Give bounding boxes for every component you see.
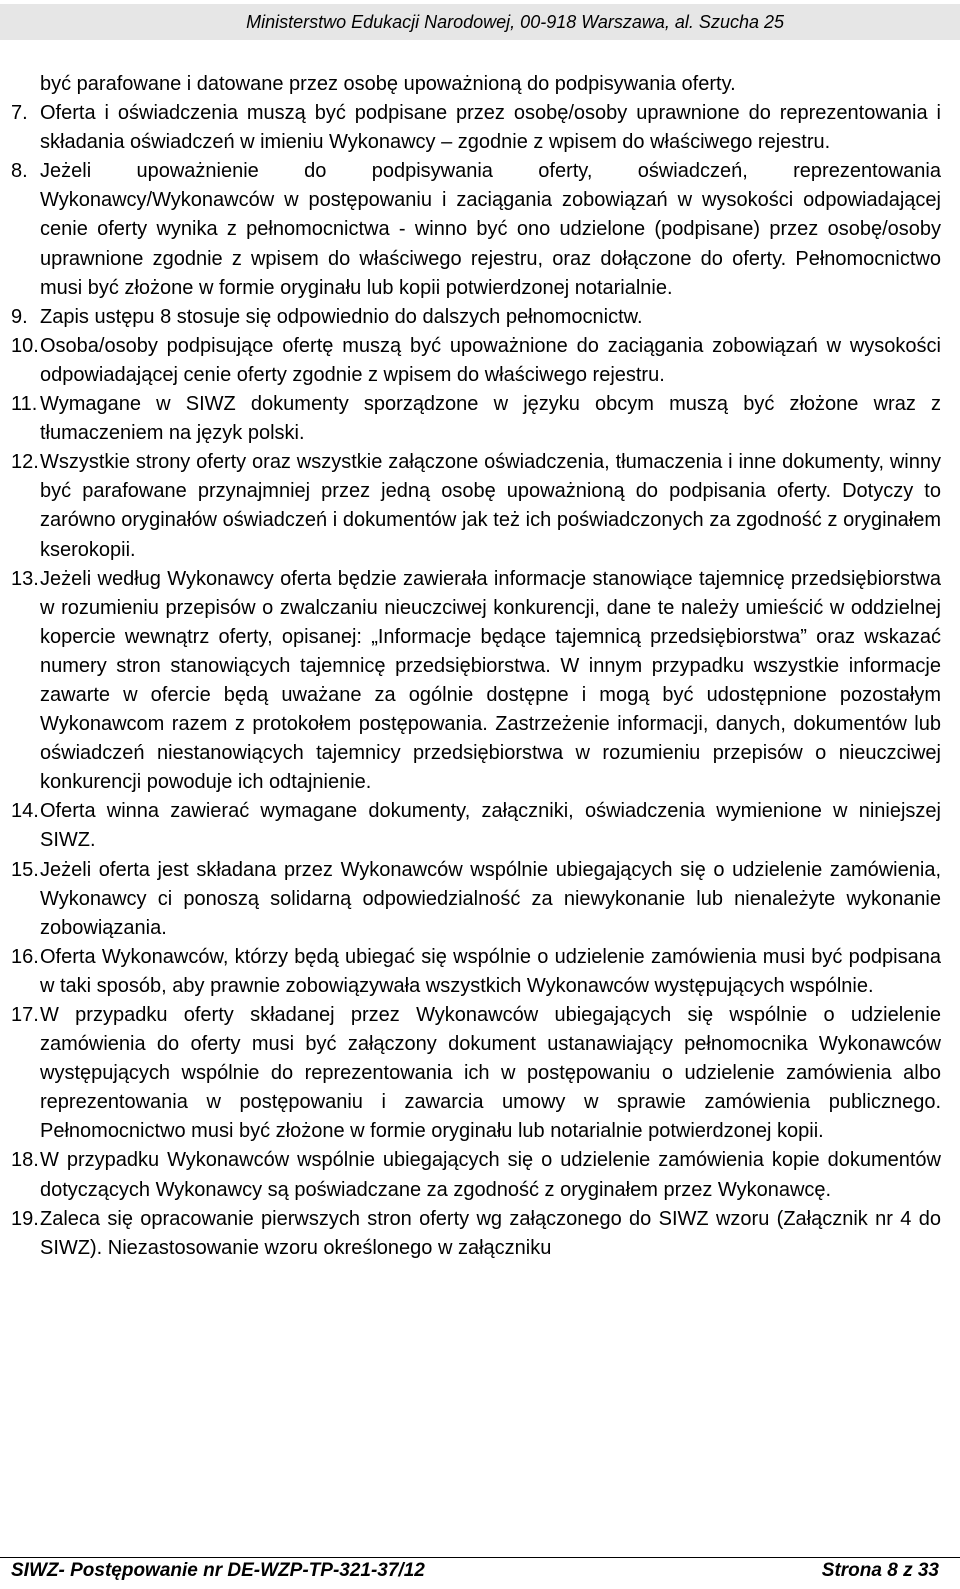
list-item-8 xyxy=(11,157,941,302)
list-item-12 xyxy=(11,448,941,564)
footer-reference: SIWZ- Postępowanie nr DE-WZP-TP-321-37/12 xyxy=(11,1560,425,1581)
item-text: Zapis ustępu 8 stosuje się odpowiednio do dalszych pełnomocnictw. xyxy=(40,305,643,328)
item-text: Jeżeli oferta jest składana przez Wykonawców wspólnie ubiegających się o udzielenie zamówienia, Wykonawcy ci ponoszą solidarną odpowiedzialność za niewykonanie lub nienależyte wykonanie zobowiązania. xyxy=(40,858,941,939)
item-number: 15. xyxy=(11,858,39,881)
list-item-9 xyxy=(11,303,941,332)
document-body xyxy=(11,70,941,1263)
list-item-11 xyxy=(11,390,941,448)
item-number: 12. xyxy=(11,451,39,474)
continuation-paragraph: być parafowane i datowane przez osobę upoważnioną do podpisywania oferty. xyxy=(40,73,736,95)
list-item-14 xyxy=(11,797,941,855)
list-item-13 xyxy=(11,565,941,798)
item-text: Wymagane w SIWZ dokumenty sporządzone w języku obcym muszą być złożone wraz z tłumaczeniem na język polski. xyxy=(40,393,941,445)
list-item-10 xyxy=(11,332,941,390)
item-text: Jeżeli upoważnienie do podpisywania oferty, oświadczeń, reprezentowania Wykonawcy/Wykonawców w postępowaniu i zaciągania zobowiązań w wysokości odpowiadającej cenie oferty wynika z pełnomocnictwa - winno być ono udzielone (podpisane) przez osobę/osoby uprawnione zgodnie z wpisem do właściwego rejestru, oraz dołączone do oferty. Pełnomocnictwo musi być złożone w formie oryginału lub kopii potwierdzonej notarialnie. xyxy=(40,160,941,299)
item-text: Oferta i oświadczenia muszą być podpisane przez osobę/osoby uprawnione do reprezentowania i składania oświadczeń w imieniu Wykonawcy – zgodnie z wpisem do właściwego rejestru. xyxy=(40,102,941,154)
footer-divider xyxy=(0,1557,960,1558)
page-header xyxy=(0,4,960,40)
item-number: 19. xyxy=(11,1207,39,1230)
item-text: Oferta Wykonawców, którzy będą ubiegać się wspólnie o udzielenie zamówienia musi być podpisana w taki sposób, aby prawnie zobowiązywała wszystkich Wykonawców występujących wspólnie. xyxy=(40,945,941,997)
item-text: Jeżeli według Wykonawcy oferta będzie zawierała informacje stanowiące tajemnicę przedsiębiorstwa w rozumieniu przepisów o zwalczaniu nieuczciwej konkurencji, dane te należy umieścić w oddzielnej kopercie wewnątrz oferty, opisanej: „Informacje będące tajemnicą przedsiębiorstwa” oraz wskazać numery stron stanowiących tajemnicę przedsiębiorstwa. W innym przypadku wszystkie informacje zawarte w ofercie będą uważane za ogólnie dostępne i mogą być udostępnione pozostałym Wykonawcom razem z protokołem postępowania. Zastrzeżenie informacji, danych, dokumentów lub oświadczeń niestanowiących tajemnicy przedsiębiorstwa w rozumieniu przepisów o nieuczciwej konkurencji powoduje ich odtajnienie. xyxy=(40,567,941,794)
item-number: 11. xyxy=(11,393,38,416)
list-item-19 xyxy=(11,1205,941,1263)
list-item-17 xyxy=(11,1001,941,1146)
item-number: 17. xyxy=(11,1004,39,1026)
list-item-18 xyxy=(11,1146,941,1204)
list-item-7 xyxy=(11,99,941,157)
list-item-16 xyxy=(11,943,941,1001)
item-text: Wszystkie strony oferty oraz wszystkie załączone oświadczenia, tłumaczenia i inne dokumenty, winny być parafowane przynajmniej przez jedną osobę upoważnioną do podpisania oferty. Dotyczy to zarówno oryginałów oświadczeń i dokumentów jak też ich poświadczonych za zgodność z oryginałem kserokopii. xyxy=(40,451,941,561)
item-number: 8. xyxy=(11,160,28,183)
item-text: Oferta winna zawierać wymagane dokumenty, załączniki, oświadczenia wymienione w niniejszej SIWZ. xyxy=(40,800,941,852)
item-number: 9. xyxy=(11,305,28,328)
page-number: Strona 8 z 33 xyxy=(821,1560,939,1581)
item-text: W przypadku Wykonawców wspólnie ubiegających się o udzielenie zamówienia kopie dokumentów dotyczących Wykonawcy są poświadczane za zgodność z oryginałem przez Wykonawcę. xyxy=(40,1149,941,1201)
item-number: 13. xyxy=(11,567,39,590)
item-number: 10. xyxy=(11,334,39,357)
item-text: Osoba/osoby podpisujące ofertę muszą być upoważnione do zaciągania zobowiązań w wysokości odpowiadającej cenie oferty zgodnie z wpisem do właściwego rejestru. xyxy=(40,334,941,386)
header-address: Ministerstwo Edukacji Narodowej, 00-918 Warszawa, al. Szucha 25 xyxy=(246,12,784,32)
item-text: W przypadku oferty składanej przez Wykonawców ubiegających się wspólnie o udzielenie zamówienia do oferty musi być załączony dokument ustanawiający pełnomocnika Wykonawców występujących wspólnie do reprezentowania ich w postępowaniu o udzielenie zamówienia albo reprezentowania w postępowaniu i zawarcia umowy w sprawie zamówienia publicznego. Pełnomocnictwo musi być złożone w formie oryginału lub notarialnie potwierdzonej kopii. xyxy=(40,1004,941,1143)
item-number: 16. xyxy=(11,945,39,968)
item-number: 18. xyxy=(11,1149,39,1172)
item-number: 14. xyxy=(11,800,39,823)
item-number: 7. xyxy=(11,102,28,125)
list-item-15 xyxy=(11,856,941,943)
item-text: Zaleca się opracowanie pierwszych stron oferty wg załączonego do SIWZ wzoru (Załącznik nr 4 do SIWZ). Niezastosowanie wzoru określonego w załączniku xyxy=(40,1207,941,1259)
